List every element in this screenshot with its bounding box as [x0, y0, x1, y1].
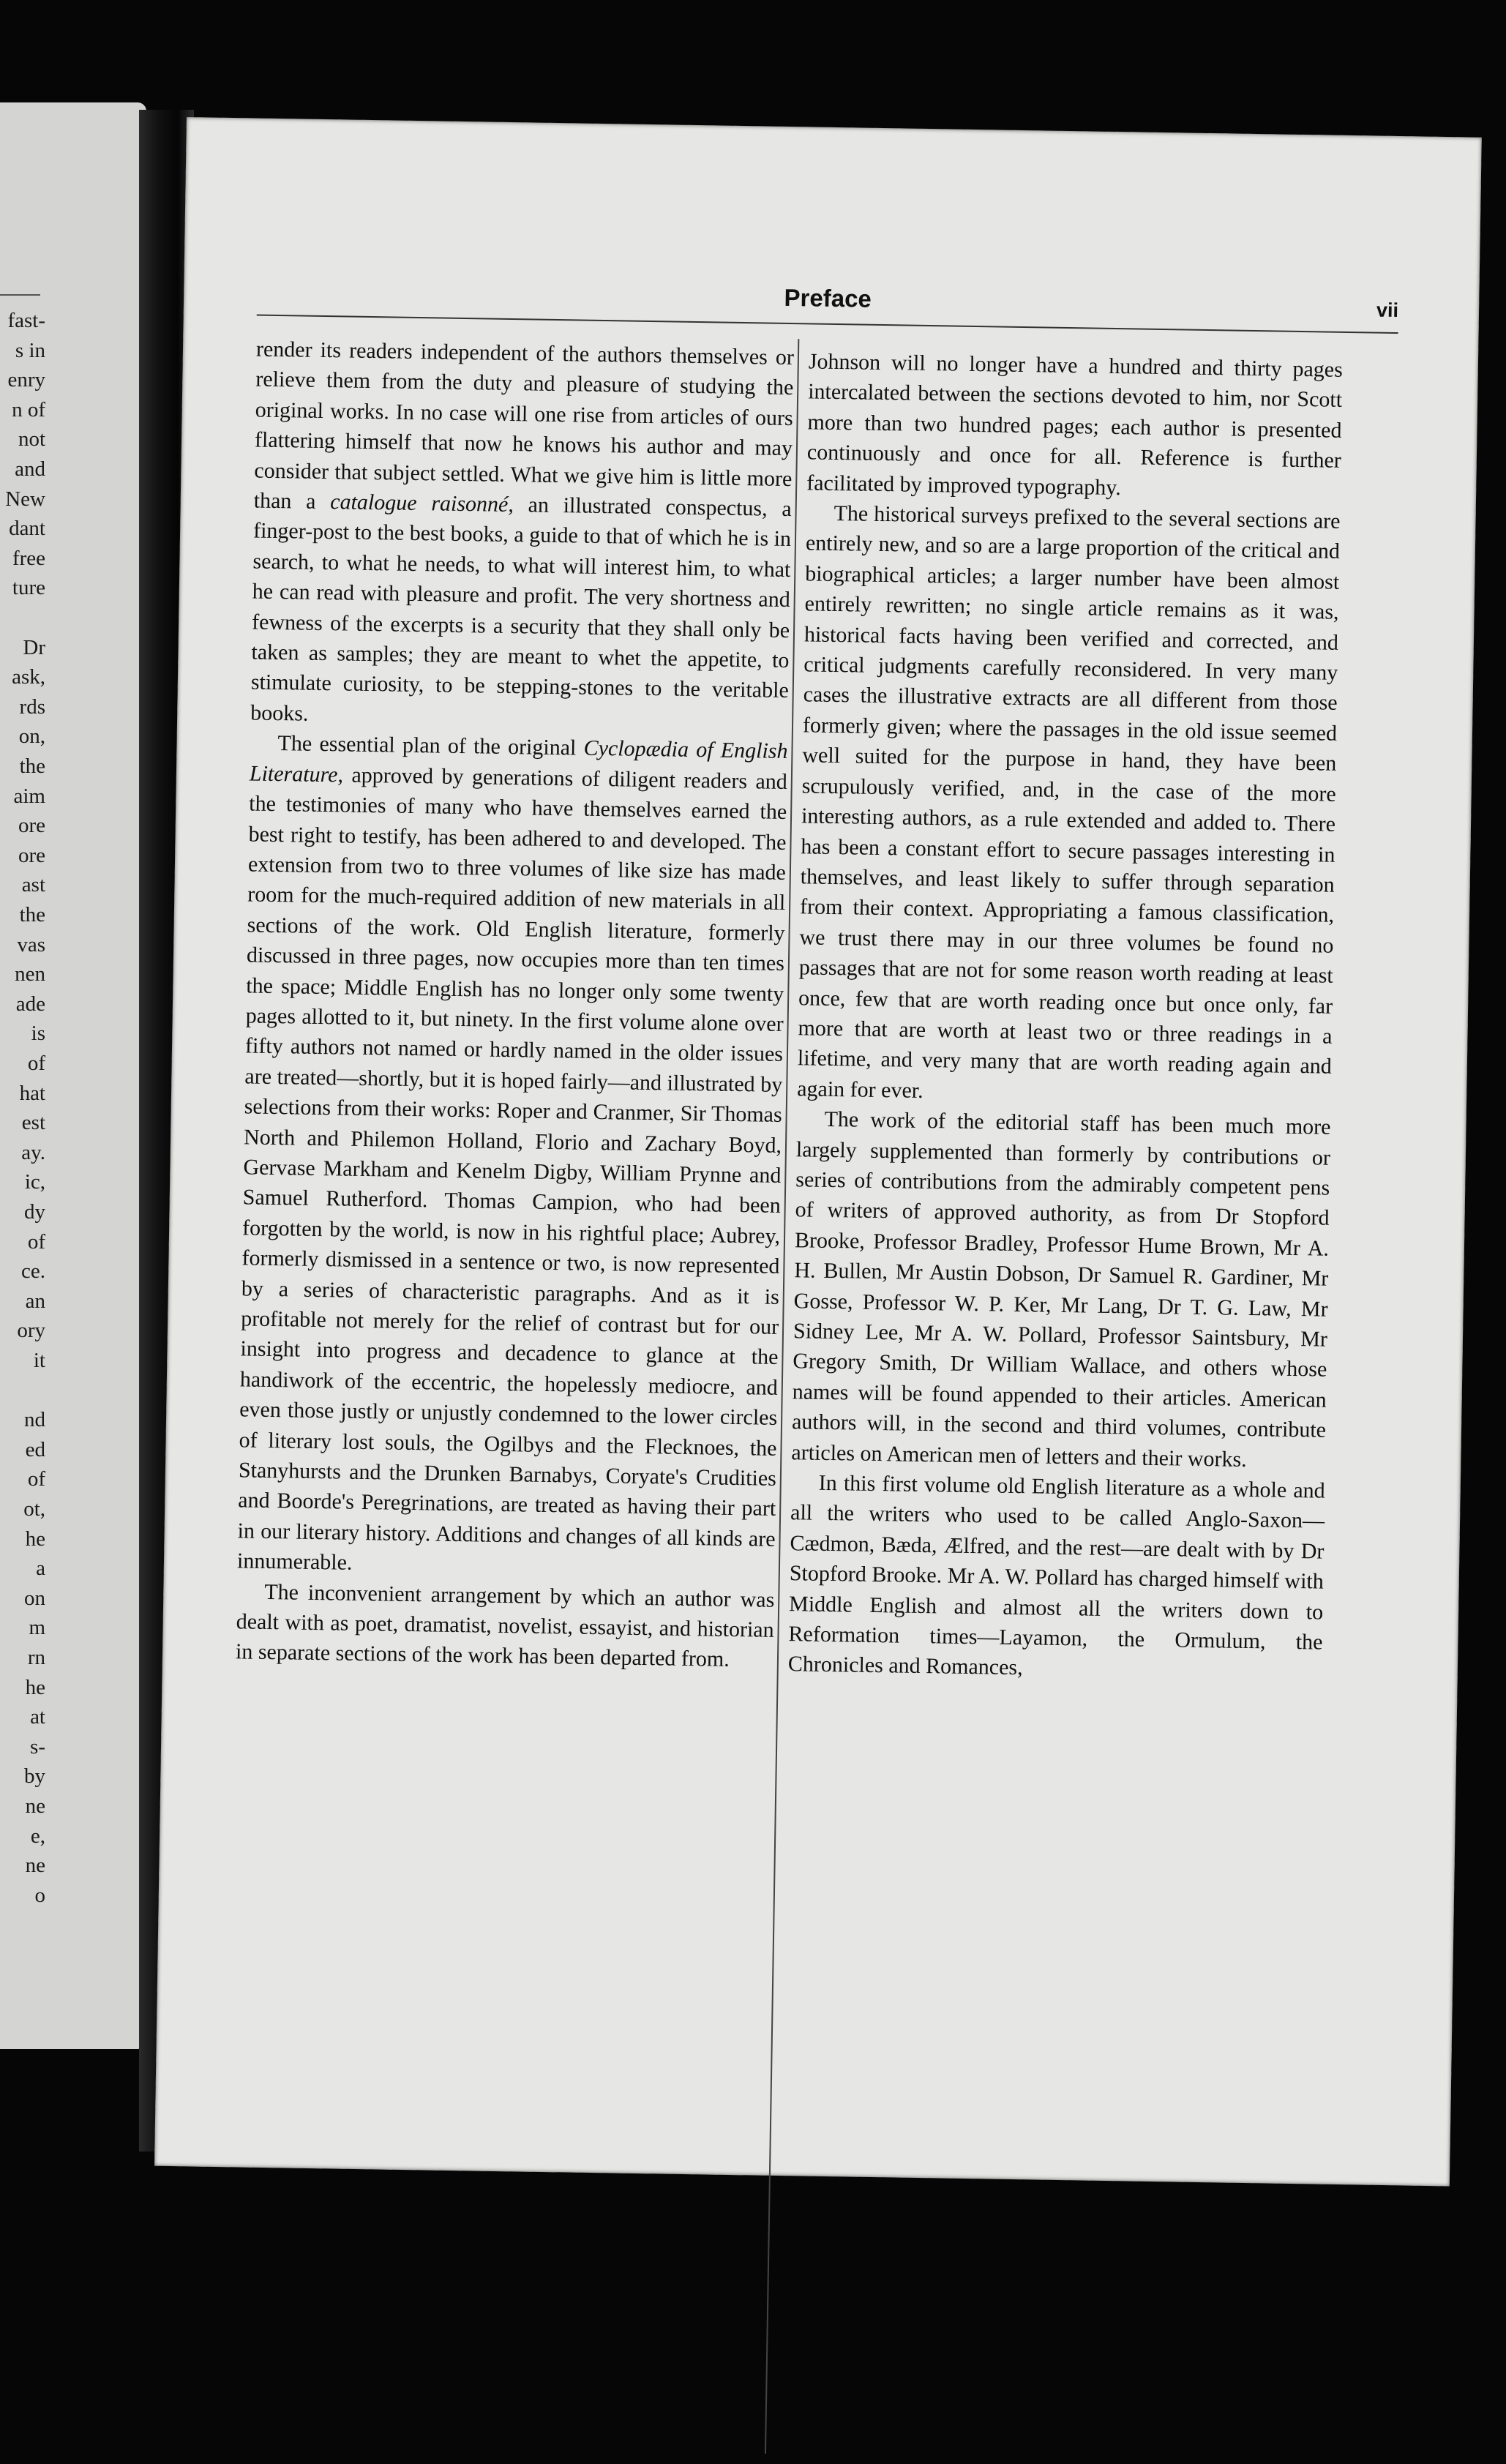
- previous-page-line-fragment: dy: [24, 1200, 45, 1224]
- previous-page-line-fragment: Dr: [23, 635, 45, 659]
- previous-page-line-fragment: m: [29, 1616, 45, 1640]
- previous-page-line-fragment: hat: [19, 1081, 45, 1105]
- previous-page-line-fragment: fast-: [7, 309, 45, 332]
- paragraph: The inconvenient arrangement by which an author was dealt with as poet, dramatist, novelist, essayist, and historian in separate sections of the work has been departed from.: [235, 1579, 775, 1672]
- paragraph: The work of the editorial staff has been much more largely supplemented than formerly by contributions or series of contributions from the admirably competent pens of writers of approved authority, as from Dr Stopford Brooke, Professor Bradley, Professor Hume Brown, Mr A. H. Bullen, Mr Austin Dobson, Dr Samuel R. Gardiner, Mr Gosse, Professor W. P. Ker, Mr Lang, Dr T. G. Law, Mr Sidney Lee, Mr A. W. Pollard, Professor Saintsbury, Mr Gregory Smith, Dr William Wallace, and others whose names will be found appended to their articles. American authors will, in the second and third volumes, contribute articles on American men of letters and their works.: [791, 1107, 1331, 1472]
- previous-page-line-fragment: rn: [27, 1646, 45, 1669]
- previous-page-rule: [0, 294, 40, 296]
- previous-page-line-fragment: and: [15, 457, 45, 481]
- previous-page-line-fragment: of: [27, 1229, 45, 1254]
- previous-page-line-fragment: the: [19, 754, 45, 778]
- previous-page-line-fragment: ne: [25, 1854, 45, 1878]
- previous-page-line-fragment: s-: [30, 1734, 45, 1759]
- italic-term: catalogue raisonné,: [330, 490, 514, 517]
- running-title: Preface: [784, 283, 872, 312]
- paragraph-text: an illustrated conspectus, a finger-post to the best books, a guide to that of which he is in search, to what he needs, to what will interest him, to what he can read with pleasure and profit. The very shortness and fewness of the excerpts is a security that they shall only be taken as samples; they are meant to whet the appetite, to stimulate curiosity, to be stepping-stones to the veritable books.: [250, 493, 792, 726]
- previous-page-line-fragment: he: [25, 1527, 45, 1551]
- paragraph: The historical surveys prefixed to the several sections are entirely new, and so are a large proportion of the critical and biographical articles; a larger number have been almost entirely rewritten; no single article remains as it was, historical facts having been verified and corrected, and critical judgments carefully reconsidered. In very many cases the illustrative extracts are all different from those formerly given; where the passages in the old issue seemed well suited for the purpose in hand, they have been scrupulously verified, and, in the case of the more interesting authors, as a rule extended and added to. There has been a constant effort to secure passages interesting in themselves, and least likely to suffer through separation from their context. Appropriating a famous classification, we trust there may in our three volumes be found no passages that are not for some reason worth reading at least once, few that are worth reading once but once only, far more that are worth at least two or three readings in a lifetime, and very many that are worth reading again and again for ever.: [796, 501, 1341, 1103]
- previous-page-line-fragment: vas: [17, 932, 45, 956]
- previous-page-line-fragment: n of: [12, 397, 45, 422]
- paragraph: [237, 728, 788, 1585]
- previous-page-line-fragment: ay.: [21, 1140, 45, 1164]
- previous-page-fragment: [0, 102, 146, 2049]
- paragraph-text: The essential plan of the original: [277, 731, 584, 760]
- previous-page-line-fragment: is: [31, 1022, 45, 1046]
- previous-page-line-fragment: ot,: [23, 1497, 45, 1521]
- previous-page-line-fragment: it: [33, 1349, 45, 1372]
- previous-page-line-fragment: ore: [18, 814, 45, 838]
- paragraph: [250, 334, 794, 737]
- previous-page-line-fragment: an: [25, 1289, 45, 1313]
- left-column: [236, 334, 795, 1676]
- italic-title: Cyclopædia of English Literature,: [249, 735, 788, 787]
- previous-page-line-fragment: the: [19, 903, 45, 926]
- paragraph-text: approved by generations of diligent readers and the testimonies of many who have themselves earned the best right to testify, has been adhered to and developed. The extension from two to three volumes of like size has made room for the much-required addition of new materials in all sections of the work. Old English literature, formerly discussed in three pages, now occupies more than ten times the space; Middle English has no longer only some twenty pages allotted to it, but ninety. In the first volume alone over fifty authors not named or hardly named in the older issues are treated—shortly, but it is hoped fairly—and illustrated by selections from their works: Roper and Cranmer, Sir Thomas North and Philemon Holland, Florio and Zachary Boyd, Gervase Markham and Kenelm Digby, William Prynne and Samuel Rutherford. Thomas Campion, who had been forgotten by the world, is now in his rightful place; Aubrey, formerly dismissed in a sentence or two, is now represented by a series of characteristic paragraphs. And as it is profitable not merely for the relief of contrast but for our insight into progress and decadence to glance at the handiwork of the eccentric, the hopelessly mediocre, and even those justly or unjustly condemned to the lower circles of literary lost souls, the Ogilbys and the Flecknoes, the Stanyhursts and the Drunken Barnabys, Coryate's Crudities and Boorde's Peregrinations, are treated as having their part in our literary history. Additions and changes of all kinds are innumerable.: [236, 763, 788, 1576]
- right-column: [788, 346, 1344, 1688]
- previous-page-line-fragment: a: [36, 1557, 45, 1581]
- previous-page-line-fragment: enry: [7, 368, 45, 392]
- previous-page-line-fragment: ast: [21, 873, 45, 897]
- previous-page-line-fragment: New: [5, 487, 45, 511]
- previous-page-line-fragment: aim: [13, 784, 45, 808]
- previous-page-line-fragment: ask,: [12, 665, 45, 689]
- previous-page-line-fragment: on: [24, 1586, 45, 1610]
- previous-page-line-fragment: est: [21, 1111, 45, 1135]
- previous-page-line-fragment: ore: [18, 843, 45, 867]
- previous-page-line-fragment: nd: [24, 1408, 45, 1432]
- previous-page-line-fragment: of: [27, 1052, 45, 1075]
- previous-page-line-fragment: s in: [15, 338, 45, 362]
- paragraph: Johnson will no longer have a hundred and thirty pages intercalated between the sections devoted to him, nor Scott more than two hundred pages; each author is presented continuously and once for all. Reference is further facilitated by improved typography.: [806, 349, 1344, 500]
- paragraph: In this first volume old English literature as a whole and all the writers who used to be called Anglo-Saxon—Cædmon, Bæda, Ælfred, and the rest—are dealt with by Dr Stopford Brooke. Mr A. W. Pollard has charged himself with Middle English and almost all the writers down to Reformation times—Layamon, the Ormulum, the Chronicles and Romances,: [787, 1470, 1325, 1680]
- previous-page-line-fragment: by: [24, 1764, 45, 1789]
- paragraph-text: render its readers independent of the authors themselves or relieve them from the duty and pleasure of studying the original works. In no case will one rise from articles of ours flattering himself that now he knows his author and may consider that subject settled. What we give him is little more than a: [253, 337, 795, 514]
- previous-page-line-fragment: o: [34, 1883, 45, 1907]
- previous-page-line-fragment: on,: [18, 724, 45, 749]
- page-number: vii: [1376, 299, 1399, 322]
- previous-page-line-fragment: e,: [30, 1824, 45, 1848]
- previous-page-line-fragment: ory: [17, 1319, 45, 1343]
- previous-page-line-fragment: he: [25, 1675, 45, 1699]
- previous-page-line-fragment: rds: [19, 694, 45, 719]
- previous-page-line-fragment: ed: [25, 1437, 45, 1461]
- page-header: [257, 276, 1399, 337]
- previous-page-line-fragment: free: [12, 546, 45, 570]
- previous-page-line-fragment: of: [27, 1467, 45, 1491]
- previous-page-line-fragment: ne: [25, 1794, 45, 1818]
- previous-page-line-fragment: at: [30, 1705, 45, 1729]
- previous-page-line-fragment: nen: [15, 962, 45, 986]
- previous-page-line-fragment: ade: [15, 992, 45, 1016]
- previous-page-line-fragment: not: [18, 427, 45, 452]
- previous-page-line-fragment: ic,: [24, 1170, 45, 1194]
- previous-page-line-fragment: dant: [9, 517, 45, 541]
- page: [154, 117, 1482, 2186]
- previous-page-line-fragment: ce.: [21, 1259, 45, 1284]
- previous-page-line-fragment: ture: [12, 576, 45, 600]
